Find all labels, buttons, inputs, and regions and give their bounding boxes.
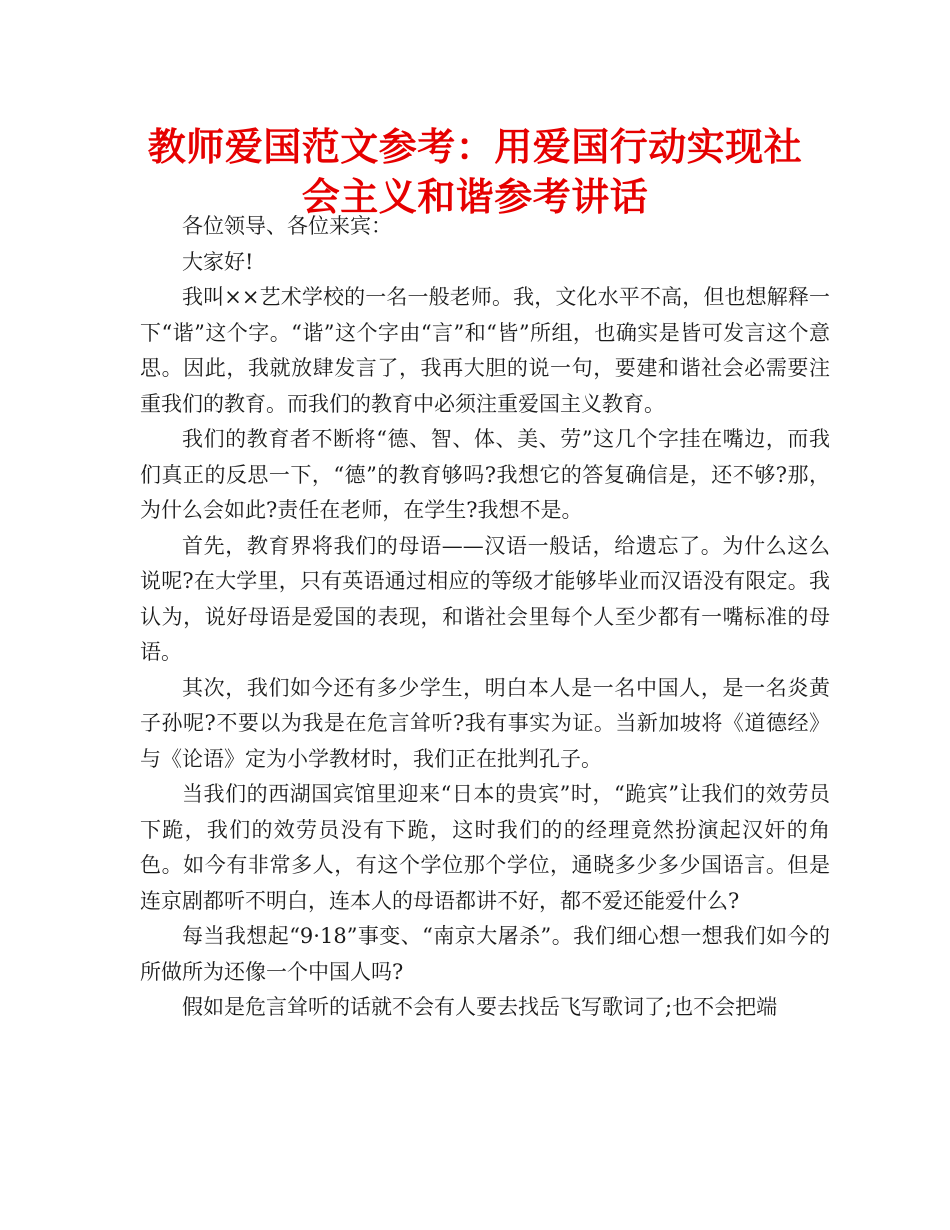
paragraph: 当我们的西湖国宾馆里迎来“日本的贵宾”时，“跪宾”让我们的效劳员下跪，我们的效劳员没有下跪，这时我们的的经理竟然扮演起汉奸的角色。如今有非常多人，有这个学位那个学位，通晓多少多少国语言。但是连京剧都听不明白，连本人的母语都讲不好，都不爱还能爱什么? [140,782,830,913]
document-body [140,209,830,1026]
paragraph: 首先，教育界将我们的母语——汉语一般话，给遗忘了。为什么这么说呢?在大学里，只有英语通过相应的等级才能够毕业而汉语没有限定。我认为，说好母语是爱国的表现，和谐社会里每个人至少都有一嘴标准的母语。 [140,533,830,664]
paragraph: 每当我想起“9·18”事变、“南京大屠杀”。我们细心想一想我们如今的所做所为还像一个中国人吗? [140,924,830,984]
greeting: 大家好! [182,249,254,274]
paragraph: 假如是危言耸听的话就不会有人要去找岳飞写歌词了;也不会把端 [182,995,778,1019]
paragraph: 其次，我们如今还有多少学生，明白本人是一名中国人，是一名炎黄子孙呢?不要以为我是在危言耸听?我有事实为证。当新加坡将《道德经》与《论语》定为小学教材时，我们正在批判孔子。 [140,675,830,771]
salutation: 各位领导、各位来宾： [182,214,392,238]
document-title: 教师爱国范文参考：用爱国行动实现社会主义和谐参考讲话 [147,125,803,219]
paragraph: 我叫××艺术学校的一名一般老师。我，文化水平不高，但也想解释一下“谐”这个字。“谐”这个字由“言”和“皆”所组，也确实是皆可发言这个意思。因此，我就放肆发言了，我再大胆的说一句，要建和谐社会必需要注重我们的教育。而我们的教育中必须注重爱国主义教育。 [140,285,830,416]
paragraph: 我们的教育者不断将“德、智、体、美、劳”这几个字挂在嘴边，而我们真正的反思一下，“德”的教育够吗?我想它的答复确信是，还不够?那，为什么会如此?责任在老师，在学生?我想不是。 [140,427,830,522]
